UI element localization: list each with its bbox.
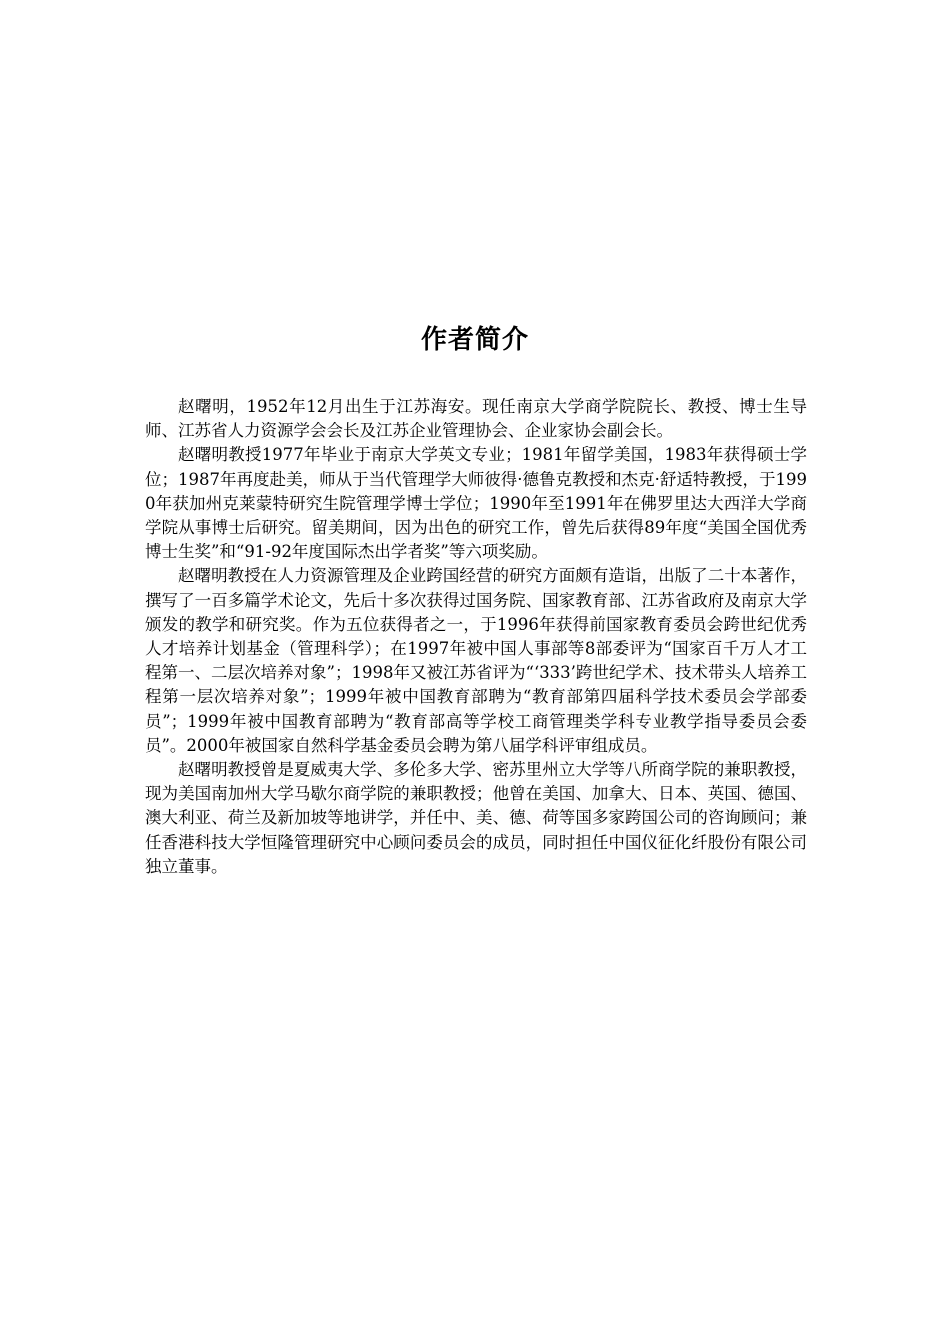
paragraph-positions: 赵曙明教授曾是夏威夷大学、多伦多大学、密苏里州立大学等八所商学院的兼职教授，现为美国南加州大学马歇尔商学院的兼职教授；他曾在美国、加拿大、日本、英国、德国、澳大利亚、荷兰及新加坡等地讲学，并任中、美、德、荷等国多家跨国公司的咨询顾问；兼任香港科技大学恒隆管理研究中心顾问委员会的成员，同时担任中国仪征化纤股份有限公司独立董事。 bbox=[145, 760, 807, 876]
paragraph-intro: 赵曙明，1952年12月出生于江苏海安。现任南京大学商学院院长、教授、博士生导师、江苏省人力资源学会会长及江苏企业管理协会、企业家协会副会长。 bbox=[145, 397, 807, 441]
page-title: 作者简介 bbox=[420, 325, 529, 355]
paragraph-research: 赵曙明教授在人力资源管理及企业跨国经营的研究方面颇有造诣，出版了二十本著作，撰写了一百多篇学术论文，先后十多次获得过国务院、国家教育部、江苏省政府及南京大学颁发的教学和研究奖。作为五位获得者之一，于1996年获得前国家教育委员会跨世纪优秀人才培养计划基金（管理科学）；在1997年被中国人事部等8部委评为“国家百千万人才工程第一、二层次培养对象”；1998年又被江苏省评为“‘333’跨世纪学术、技术带头人培养工程第一层次培养对象”；1999年被中国教育部聘为“教育部第四届科学技术委员会学部委员”；1999年被中国教育部聘为“教育部高等学校工商管理类学科专业教学指导委员会委员”。2000年被国家自然科学基金委员会聘为第八届学科评审组成员。 bbox=[145, 566, 807, 755]
body-text bbox=[145, 395, 807, 879]
paragraph-education: 赵曙明教授1977年毕业于南京大学英文专业；1981年留学美国，1983年获得硕士学位；1987年再度赴美，师从于当代管理学大师彼得·德鲁克教授和杰克·舒适特教授，于1990年获加州克莱蒙特研究生院管理学博士学位；1990年至1991年在佛罗里达大西洋大学商学院从事博士后研究。留美期间，因为出色的研究工作，曾先后获得89年度“美国全国优秀博士生奖”和“91-92年度国际杰出学者奖”等六项奖励。 bbox=[145, 445, 807, 562]
